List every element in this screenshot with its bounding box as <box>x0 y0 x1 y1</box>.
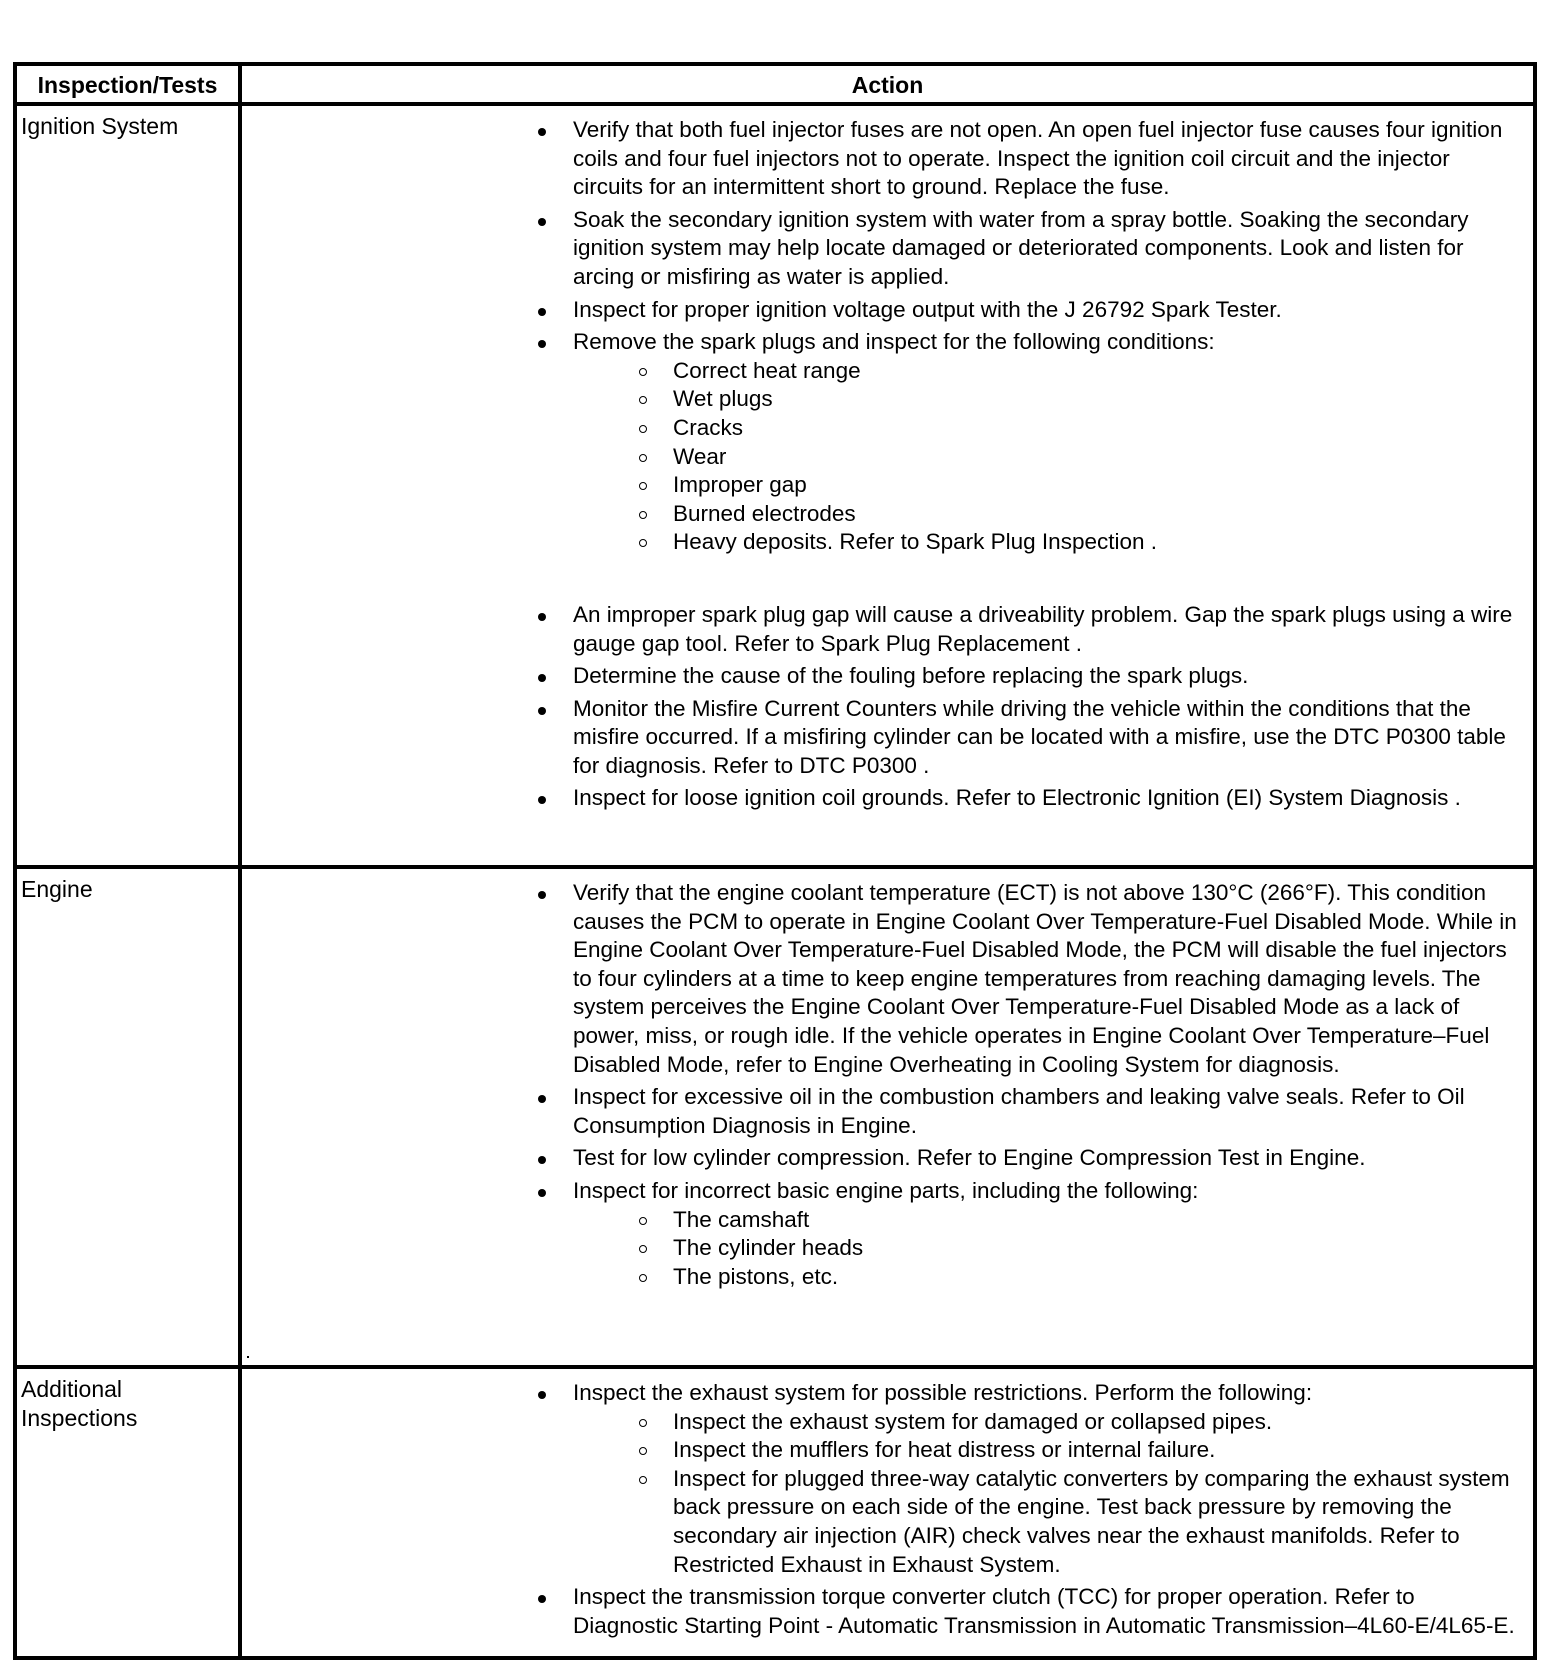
stray-mark <box>247 1356 249 1358</box>
bullet-icon <box>538 891 546 899</box>
list-item: An improper spark plug gap will cause a driveability problem. Gap the spark plugs using a wire gauge gap tool. Refer to Spark Plug Replacement . <box>242 601 1523 658</box>
sub-list <box>573 357 1523 557</box>
sub-list-item: The camshaft <box>242 1206 1523 1235</box>
action-list <box>242 116 1523 813</box>
header-action: Action <box>240 64 1535 104</box>
action-cell <box>240 867 1535 1367</box>
list-item: Inspect for proper ignition voltage output with the J 26792 Spark Tester. <box>242 296 1523 325</box>
sub-list-item: The pistons, etc. <box>242 1263 1523 1292</box>
action-cell <box>240 1367 1535 1658</box>
circle-bullet-icon <box>639 1274 647 1282</box>
sub-list-item: Wet plugs <box>242 385 1523 414</box>
header-inspection-tests: Inspection/Tests <box>15 64 240 104</box>
list-item: Test for low cylinder compression. Refer to Engine Compression Test in Engine. <box>242 1144 1523 1173</box>
bullet-icon <box>538 340 546 348</box>
bullet-icon <box>538 1189 546 1197</box>
circle-bullet-icon <box>639 1217 647 1225</box>
bullet-icon <box>538 218 546 226</box>
circle-bullet-icon <box>639 396 647 404</box>
category-cell: Engine <box>15 867 240 1367</box>
circle-bullet-icon <box>639 454 647 462</box>
action-list <box>242 879 1523 1291</box>
sub-list-item: Wear <box>242 443 1523 472</box>
circle-bullet-icon <box>639 1476 647 1484</box>
list-item: Inspect for excessive oil in the combustion chambers and leaking valve seals. Refer to Oil Consumption Diagnosis in Engine. <box>242 1083 1523 1140</box>
circle-bullet-icon <box>639 425 647 433</box>
circle-bullet-icon <box>639 1419 647 1427</box>
list-item: Inspect for loose ignition coil grounds. Refer to Electronic Ignition (EI) System Diagnosis . <box>242 784 1523 813</box>
category-cell: Additional Inspections <box>15 1367 240 1658</box>
bullet-icon <box>538 1095 546 1103</box>
sub-list-item: Improper gap <box>242 471 1523 500</box>
sub-list-item: Inspect for plugged three-way catalytic converters by comparing the exhaust system back pressure on each side of the engine. Test back pressure by removing the secondary air injection (AIR) check valves near the exhaust manifolds. Refer to Restricted Exhaust in Exhaust System. <box>242 1465 1523 1579</box>
inspection-table <box>13 62 1537 1660</box>
sub-list-item: Burned electrodes <box>242 500 1523 529</box>
category-cell: Ignition System <box>15 104 240 867</box>
bullet-icon <box>538 707 546 715</box>
table-row-additional-inspections <box>15 1367 1535 1658</box>
list-item: Inspect the exhaust system for possible restrictions. Perform the following: Inspect the exhaust system for damaged or collapsed pipes. Inspect the mufflers for heat distress or internal failure. Inspect for plugged three-way catalytic converters by comparing the exhaust system back pressure on each side of the engine. Test back pressure by removing the secondary air injection (AIR) check valves near the exhaust manifolds. Refer to Restricted Exhaust in Exhaust System. <box>242 1379 1523 1579</box>
sub-list <box>573 1206 1523 1292</box>
list-item: Inspect the transmission torque converter clutch (TCC) for proper operation. Refer to Diagnostic Starting Point - Automatic Transmission in Automatic Transmission–4L60-E/4L65-E. <box>242 1583 1523 1640</box>
list-item: Inspect for incorrect basic engine parts, including the following: The camshaft The cylinder heads The pistons, etc. <box>242 1177 1523 1291</box>
sub-list-item: Inspect the exhaust system for damaged or collapsed pipes. <box>242 1408 1523 1437</box>
bullet-icon <box>538 128 546 136</box>
list-item: Verify that both fuel injector fuses are not open. An open fuel injector fuse causes four ignition coils and four fuel injectors not to operate. Inspect the ignition coil circuit and the injector circuits for an intermittent short to ground. Replace the fuse. <box>242 116 1523 202</box>
sub-list-item: Correct heat range <box>242 357 1523 386</box>
sub-list-item: The cylinder heads <box>242 1234 1523 1263</box>
table-row-ignition-system <box>15 104 1535 867</box>
circle-bullet-icon <box>639 511 647 519</box>
header-row <box>15 64 1535 104</box>
bullet-icon <box>538 613 546 621</box>
table-row-engine <box>15 867 1535 1367</box>
bullet-icon <box>538 796 546 804</box>
action-list <box>242 1379 1523 1640</box>
sub-list-item: Cracks <box>242 414 1523 443</box>
action-cell <box>240 104 1535 867</box>
bullet-icon <box>538 1391 546 1399</box>
list-item: Determine the cause of the fouling before replacing the spark plugs. <box>242 662 1523 691</box>
sub-list-item: Inspect the mufflers for heat distress or internal failure. <box>242 1436 1523 1465</box>
list-item: Monitor the Misfire Current Counters while driving the vehicle within the conditions that the misfire occurred. If a misfiring cylinder can be located with a misfire, use the DTC P0300 table for diagnosis. Refer to DTC P0300 . <box>242 695 1523 781</box>
circle-bullet-icon <box>639 482 647 490</box>
circle-bullet-icon <box>639 539 647 547</box>
list-item: Soak the secondary ignition system with water from a spray bottle. Soaking the secondary ignition system may help locate damaged or deteriorated components. Look and listen for arcing or misfiring as water is applied. <box>242 206 1523 292</box>
list-item: Remove the spark plugs and inspect for the following conditions: Correct heat range Wet plugs Cracks Wear Improper gap Burned electrodes Heavy deposits. Refer to Spark Plug Inspection . <box>242 328 1523 597</box>
sub-list <box>573 1408 1523 1580</box>
bullet-icon <box>538 674 546 682</box>
circle-bullet-icon <box>639 1447 647 1455</box>
circle-bullet-icon <box>639 368 647 376</box>
bullet-icon <box>538 1595 546 1603</box>
bullet-icon <box>538 1156 546 1164</box>
sub-list-item: Heavy deposits. Refer to Spark Plug Inspection . <box>242 528 1523 557</box>
list-item: Verify that the engine coolant temperature (ECT) is not above 130°C (266°F). This condition causes the PCM to operate in Engine Coolant Over Temperature-Fuel Disabled Mode. While in Engine Coolant Over Temperature-Fuel Disabled Mode, the PCM will disable the fuel injectors to four cylinders at a time to keep engine temperatures from reaching damaging levels. The system perceives the Engine Coolant Over Temperature-Fuel Disabled Mode as a lack of power, miss, or rough idle. If the vehicle operates in Engine Coolant Over Temperature–Fuel Disabled Mode, refer to Engine Overheating in Cooling System for diagnosis. <box>242 879 1523 1079</box>
circle-bullet-icon <box>639 1245 647 1253</box>
bullet-icon <box>538 308 546 316</box>
